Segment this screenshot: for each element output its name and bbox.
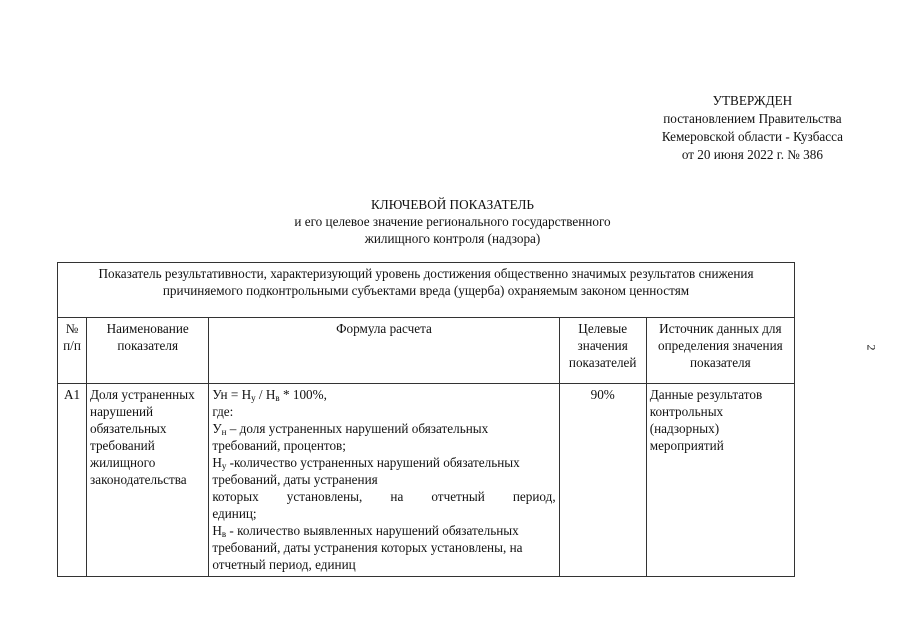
indicator-table — [57, 262, 795, 577]
def2-sub: у — [221, 461, 227, 471]
formula-tail: * 100%, — [279, 387, 327, 402]
document-heading — [0, 196, 905, 247]
header-num: № п/п — [58, 318, 87, 384]
def3-text: - количество выявленных нарушений обязательных требований, даты устранения которых установлены, на отчетный период, единиц — [212, 523, 523, 572]
formula-hy: Н — [241, 387, 252, 402]
formula-def-1 — [212, 420, 555, 454]
def1-sub: н — [221, 427, 227, 437]
table-caption: Показатель результативности, характеризующий уровень достижения общественно значимых результатов снижения причиняемого подконтрольными субъектами вреда (ущерба) охраняемым законом ценностям — [58, 263, 795, 318]
formula-expression — [212, 386, 555, 403]
table-header-row — [58, 318, 795, 384]
row-source: Данные результатов контрольных (надзорных) мероприятий — [646, 384, 794, 577]
approval-line-3: от 20 июня 2022 г. № 386 — [681, 147, 823, 162]
approval-title: УТВЕРЖДЕН — [712, 93, 793, 108]
def1-text: – доля устраненных нарушений обязательных требований, процентов; — [212, 421, 489, 453]
table-row — [58, 384, 795, 577]
formula-def-2-justified: которых установлены, на отчетный период, — [212, 489, 556, 504]
heading-line-3: жилищного контроля (надзора) — [364, 231, 541, 246]
row-formula — [209, 384, 559, 577]
formula-hv-sub: в — [275, 393, 280, 403]
heading-title: КЛЮЧЕВОЙ ПОКАЗАТЕЛЬ — [370, 197, 535, 212]
approval-block — [662, 92, 843, 164]
header-source: Источник данных для определения значения показателя — [646, 318, 794, 384]
page-number: 2 — [864, 344, 879, 351]
formula-sep: / — [255, 387, 266, 402]
def3-symbol: Н — [212, 523, 222, 538]
heading-line-2: и его целевое значение регионального государственного — [294, 214, 611, 229]
row-name: Доля устраненных нарушений обязательных требований жилищного законодательства — [87, 384, 209, 577]
formula-lhs: Ун = — [212, 387, 242, 402]
header-formula: Формула расчета — [209, 318, 559, 384]
def2-symbol: Н — [212, 455, 222, 470]
header-name: Наименование показателя — [87, 318, 209, 384]
approval-line-2: Кемеровской области - Кузбасса — [661, 129, 843, 144]
formula-def-2 — [212, 454, 555, 488]
approval-line-1: постановлением Правительства — [663, 111, 842, 126]
formula-hv: Н — [265, 387, 276, 402]
row-target: 90% — [559, 384, 646, 577]
row-num: А1 — [58, 384, 87, 577]
formula-hy-sub: у — [251, 393, 256, 403]
def1-symbol: У — [212, 421, 222, 436]
formula-def-3 — [212, 522, 555, 573]
formula-def-2-end: единиц; — [212, 506, 257, 521]
def3-sub: в — [221, 529, 227, 539]
header-target: Целевые значения показателей — [559, 318, 646, 384]
def2-text: -количество устраненных нарушений обязательных требований, даты устранения — [212, 455, 520, 487]
formula-where: где: — [212, 404, 234, 419]
